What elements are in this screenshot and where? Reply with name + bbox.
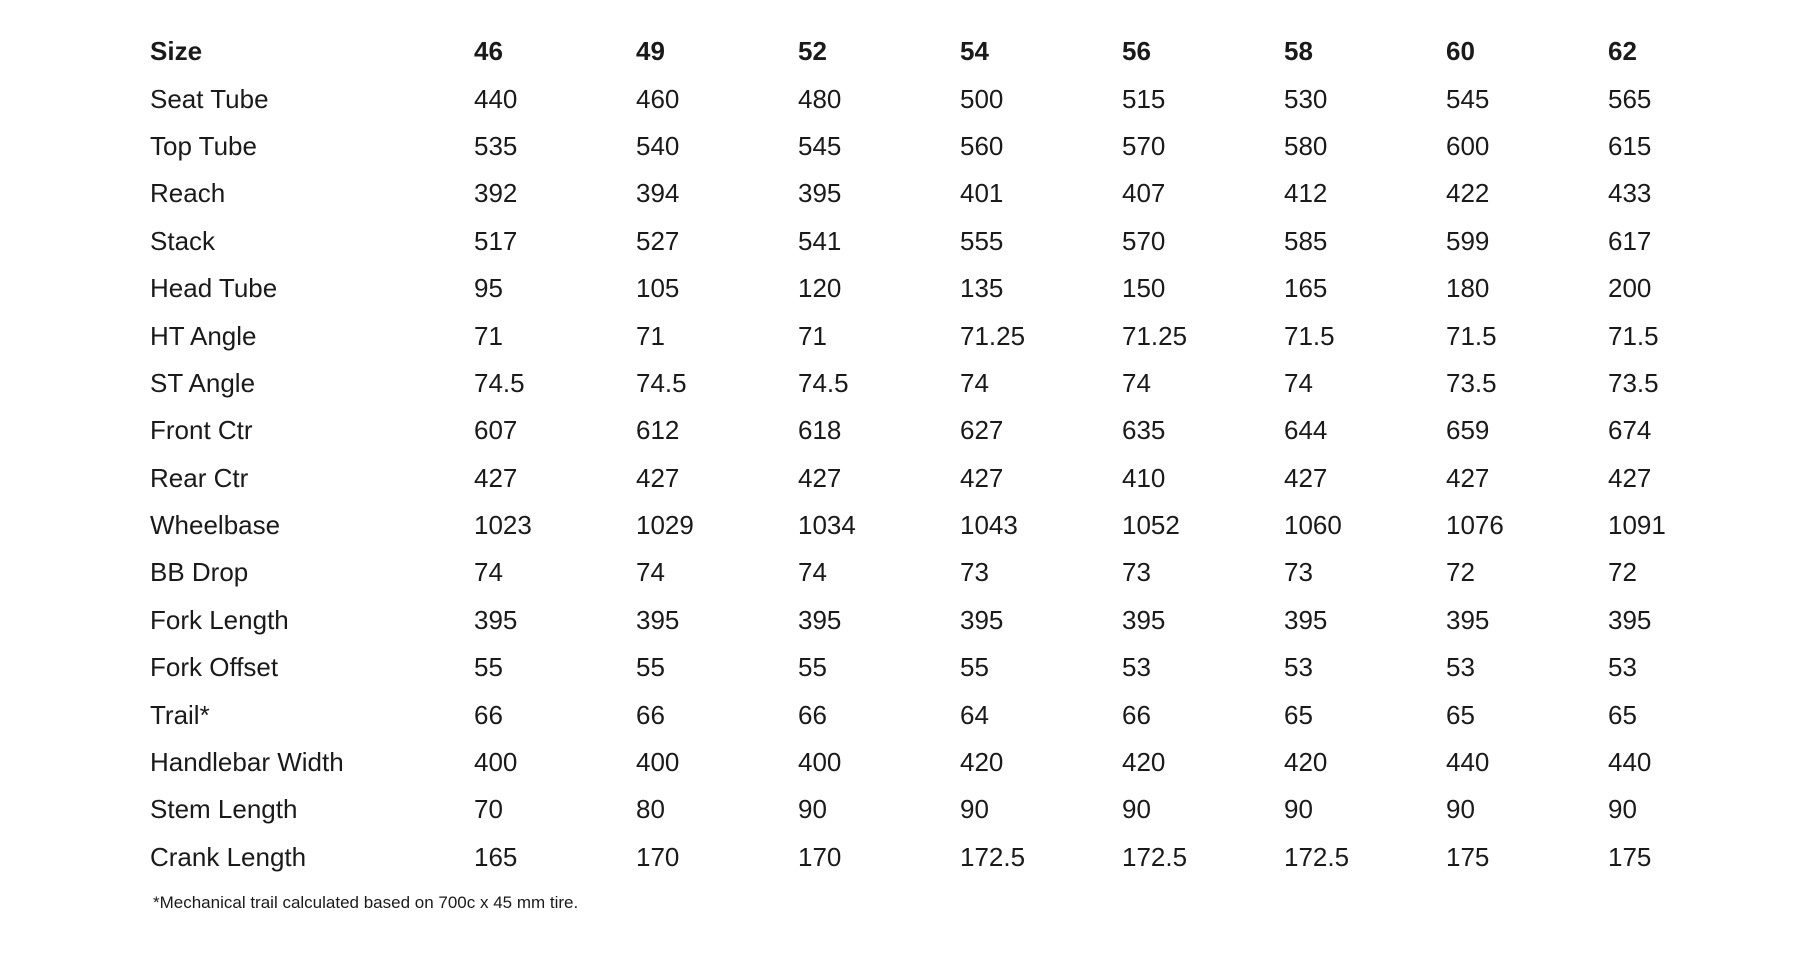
table-cell: 392 <box>474 178 518 209</box>
table-cell: 607 <box>474 415 518 446</box>
table-cell: 65 <box>1608 699 1637 730</box>
row-label: Fork Offset <box>150 652 279 683</box>
table-cell: 71.5 <box>1446 320 1497 351</box>
table-cell: 427 <box>960 462 1004 493</box>
table-cell: 90 <box>1284 794 1313 825</box>
table-cell: 105 <box>636 273 680 304</box>
table-cell: 172.5 <box>1122 841 1188 872</box>
table-cell: 1034 <box>798 510 856 541</box>
table-cell: 74.5 <box>636 367 687 398</box>
table-cell: 73.5 <box>1446 367 1497 398</box>
table-cell: 422 <box>1446 178 1490 209</box>
table-row <box>150 360 1770 407</box>
table-cell: 175 <box>1446 841 1490 872</box>
table-cell: 71.25 <box>1122 320 1188 351</box>
table-cell: 66 <box>798 699 827 730</box>
table-cell: 165 <box>474 841 518 872</box>
size-header-cell: 62 <box>1608 36 1637 67</box>
table-row <box>150 739 1770 786</box>
table-row <box>150 786 1770 833</box>
table-cell: 90 <box>1446 794 1475 825</box>
table-cell: 644 <box>1284 415 1328 446</box>
table-cell: 515 <box>1122 83 1166 114</box>
table-cell: 545 <box>798 130 842 161</box>
table-cell: 72 <box>1446 557 1475 588</box>
table-cell: 1043 <box>960 510 1018 541</box>
row-label: Seat Tube <box>150 83 269 114</box>
row-label: Reach <box>150 178 226 209</box>
table-row <box>150 597 1770 644</box>
table-row <box>150 691 1770 738</box>
table-cell: 635 <box>1122 415 1166 446</box>
table-cell: 71 <box>798 320 827 351</box>
table-cell: 66 <box>1122 699 1151 730</box>
table-cell: 427 <box>1446 462 1490 493</box>
table-cell: 420 <box>960 747 1004 778</box>
table-cell: 395 <box>798 178 842 209</box>
row-label: Handlebar Width <box>150 747 344 778</box>
geometry-table-body <box>150 75 1770 881</box>
geometry-table <box>150 28 1770 881</box>
table-row <box>150 123 1770 170</box>
table-cell: 53 <box>1446 652 1475 683</box>
table-cell: 90 <box>1122 794 1151 825</box>
row-label: Top Tube <box>150 130 257 161</box>
table-cell: 53 <box>1122 652 1151 683</box>
table-cell: 427 <box>1284 462 1328 493</box>
row-label: ST Angle <box>150 367 256 398</box>
table-cell: 53 <box>1608 652 1637 683</box>
table-cell: 90 <box>1608 794 1637 825</box>
table-cell: 440 <box>1608 747 1652 778</box>
size-header-cell: 49 <box>636 36 665 67</box>
table-row <box>150 218 1770 265</box>
trail-footnote: *Mechanical trail calculated based on 700c x 45 mm tire. <box>153 893 579 912</box>
size-header-cell: 46 <box>474 36 503 67</box>
table-cell: 80 <box>636 794 665 825</box>
table-cell: 200 <box>1608 273 1652 304</box>
table-cell: 420 <box>1284 747 1328 778</box>
row-label: BB Drop <box>150 557 249 588</box>
table-cell: 71.25 <box>960 320 1026 351</box>
table-cell: 74 <box>1284 367 1313 398</box>
table-cell: 395 <box>960 604 1004 635</box>
table-cell: 420 <box>1122 747 1166 778</box>
table-row <box>150 170 1770 217</box>
table-cell: 427 <box>798 462 842 493</box>
table-cell: 1052 <box>1122 510 1180 541</box>
table-cell: 120 <box>798 273 842 304</box>
table-cell: 55 <box>474 652 503 683</box>
table-cell: 530 <box>1284 83 1328 114</box>
table-cell: 73.5 <box>1608 367 1659 398</box>
table-cell: 73 <box>1122 557 1151 588</box>
table-cell: 172.5 <box>1284 841 1350 872</box>
size-header-row <box>150 28 1770 75</box>
row-label: HT Angle <box>150 320 257 351</box>
size-header-cell: 56 <box>1122 36 1151 67</box>
table-cell: 440 <box>1446 747 1490 778</box>
table-cell: 545 <box>1446 83 1490 114</box>
size-header-cell: 54 <box>960 36 989 67</box>
table-cell: 412 <box>1284 178 1328 209</box>
row-label: Stack <box>150 225 216 256</box>
table-cell: 90 <box>960 794 989 825</box>
table-cell: 66 <box>474 699 503 730</box>
table-cell: 53 <box>1284 652 1313 683</box>
table-cell: 400 <box>636 747 680 778</box>
table-cell: 395 <box>1122 604 1166 635</box>
table-cell: 74 <box>1122 367 1151 398</box>
table-cell: 618 <box>798 415 842 446</box>
table-cell: 71 <box>474 320 503 351</box>
table-cell: 427 <box>1608 462 1652 493</box>
table-cell: 541 <box>798 225 842 256</box>
table-cell: 74 <box>636 557 665 588</box>
table-row <box>150 549 1770 596</box>
table-cell: 570 <box>1122 130 1166 161</box>
table-cell: 70 <box>474 794 503 825</box>
table-cell: 135 <box>960 273 1004 304</box>
table-cell: 615 <box>1608 130 1652 161</box>
table-cell: 172.5 <box>960 841 1026 872</box>
table-cell: 74 <box>960 367 989 398</box>
table-cell: 74.5 <box>798 367 849 398</box>
row-label: Trail* <box>150 699 210 730</box>
table-cell: 580 <box>1284 130 1328 161</box>
table-cell: 400 <box>798 747 842 778</box>
table-cell: 395 <box>798 604 842 635</box>
table-cell: 500 <box>960 83 1004 114</box>
table-row <box>150 407 1770 454</box>
table-cell: 599 <box>1446 225 1490 256</box>
table-cell: 460 <box>636 83 680 114</box>
table-cell: 427 <box>474 462 518 493</box>
table-cell: 55 <box>960 652 989 683</box>
table-cell: 74 <box>798 557 827 588</box>
table-cell: 150 <box>1122 273 1166 304</box>
table-row <box>150 502 1770 549</box>
table-cell: 73 <box>1284 557 1313 588</box>
size-header-label: Size <box>150 36 203 67</box>
table-row <box>150 312 1770 359</box>
table-cell: 427 <box>636 462 680 493</box>
row-label: Fork Length <box>150 604 289 635</box>
table-cell: 535 <box>474 130 518 161</box>
table-cell: 400 <box>474 747 518 778</box>
size-header-cell: 52 <box>798 36 827 67</box>
table-cell: 55 <box>798 652 827 683</box>
table-cell: 95 <box>474 273 503 304</box>
row-label: Stem Length <box>150 794 298 825</box>
table-cell: 73 <box>960 557 989 588</box>
table-cell: 71 <box>636 320 665 351</box>
table-cell: 64 <box>960 699 989 730</box>
table-cell: 170 <box>798 841 842 872</box>
table-cell: 71.5 <box>1284 320 1335 351</box>
table-cell: 407 <box>1122 178 1166 209</box>
row-label: Head Tube <box>150 273 278 304</box>
table-cell: 517 <box>474 225 518 256</box>
table-cell: 627 <box>960 415 1004 446</box>
table-cell: 175 <box>1608 841 1652 872</box>
table-cell: 1060 <box>1284 510 1342 541</box>
row-label: Rear Ctr <box>150 462 249 493</box>
table-row <box>150 455 1770 502</box>
table-cell: 433 <box>1608 178 1652 209</box>
table-cell: 480 <box>798 83 842 114</box>
table-cell: 395 <box>1284 604 1328 635</box>
table-cell: 440 <box>474 83 518 114</box>
table-cell: 674 <box>1608 415 1652 446</box>
table-cell: 55 <box>636 652 665 683</box>
size-header-cell: 58 <box>1284 36 1313 67</box>
table-cell: 1023 <box>474 510 532 541</box>
row-label: Wheelbase <box>150 510 281 541</box>
table-row <box>150 834 1770 881</box>
table-cell: 1029 <box>636 510 694 541</box>
table-cell: 555 <box>960 225 1004 256</box>
table-row <box>150 644 1770 691</box>
table-cell: 585 <box>1284 225 1328 256</box>
table-cell: 395 <box>1446 604 1490 635</box>
table-cell: 540 <box>636 130 680 161</box>
table-row <box>150 75 1770 122</box>
table-cell: 612 <box>636 415 680 446</box>
table-cell: 74.5 <box>474 367 525 398</box>
table-cell: 1076 <box>1446 510 1504 541</box>
table-cell: 600 <box>1446 130 1490 161</box>
table-cell: 72 <box>1608 557 1637 588</box>
table-cell: 401 <box>960 178 1004 209</box>
table-cell: 170 <box>636 841 680 872</box>
table-cell: 565 <box>1608 83 1652 114</box>
row-label: Front Ctr <box>150 415 253 446</box>
table-cell: 65 <box>1446 699 1475 730</box>
table-cell: 570 <box>1122 225 1166 256</box>
table-cell: 180 <box>1446 273 1490 304</box>
table-cell: 65 <box>1284 699 1313 730</box>
row-label: Crank Length <box>150 841 307 872</box>
table-cell: 659 <box>1446 415 1490 446</box>
table-cell: 527 <box>636 225 680 256</box>
table-cell: 165 <box>1284 273 1328 304</box>
table-cell: 394 <box>636 178 680 209</box>
table-cell: 395 <box>1608 604 1652 635</box>
table-cell: 617 <box>1608 225 1652 256</box>
table-cell: 1091 <box>1608 510 1666 541</box>
table-cell: 66 <box>636 699 665 730</box>
table-cell: 560 <box>960 130 1004 161</box>
table-cell: 71.5 <box>1608 320 1659 351</box>
table-cell: 74 <box>474 557 503 588</box>
table-cell: 395 <box>474 604 518 635</box>
table-cell: 90 <box>798 794 827 825</box>
table-cell: 410 <box>1122 462 1166 493</box>
size-header-cell: 60 <box>1446 36 1475 67</box>
table-row <box>150 265 1770 312</box>
table-cell: 395 <box>636 604 680 635</box>
